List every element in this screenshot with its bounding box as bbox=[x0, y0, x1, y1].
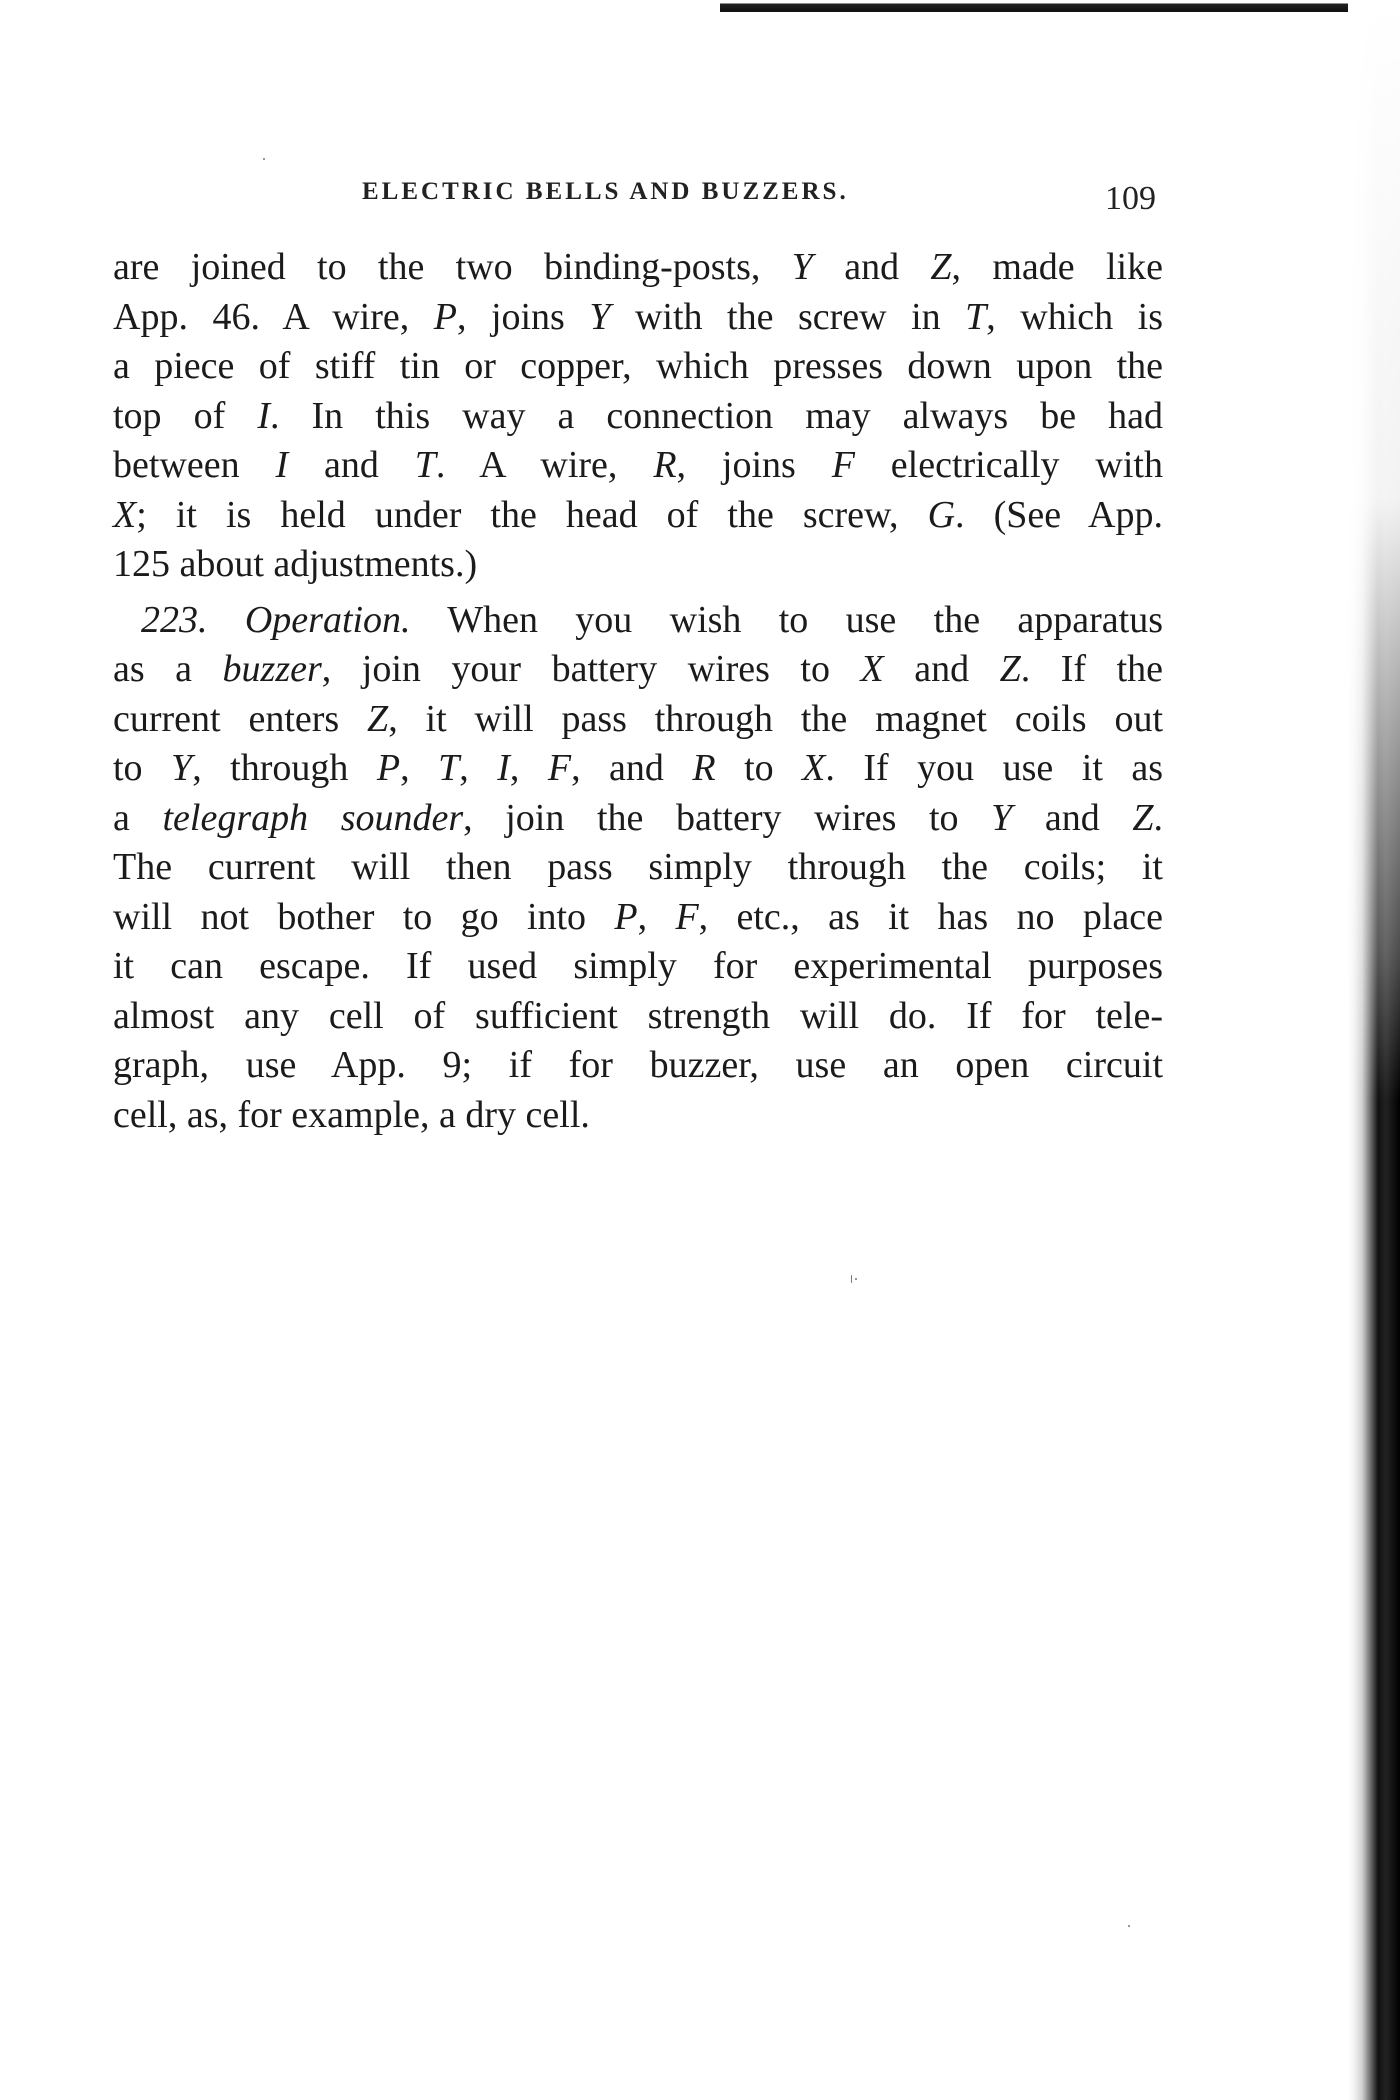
italic-term: Z bbox=[930, 246, 952, 288]
text-run: ; it is held under the head of the screw, bbox=[136, 493, 928, 536]
section-number: 223. bbox=[141, 598, 208, 641]
italic-term: Z bbox=[367, 697, 389, 740]
italic-term: F bbox=[547, 747, 572, 789]
text-run: and bbox=[288, 444, 415, 486]
italic-term: P bbox=[433, 295, 457, 338]
text-line bbox=[113, 441, 1163, 491]
text-run: , made like bbox=[951, 246, 1163, 288]
italic-term: T bbox=[965, 295, 987, 338]
text-run: between bbox=[113, 444, 276, 486]
text-run: The current will then pass simply through the coils; it bbox=[113, 846, 1163, 888]
text-run: cell, as, for example, a dry cell. bbox=[113, 1093, 590, 1136]
text-run: a bbox=[113, 796, 163, 839]
italic-term: Z bbox=[1132, 796, 1154, 839]
text-run: , and bbox=[571, 747, 693, 789]
text-line bbox=[113, 392, 1163, 442]
section-title: Operation. bbox=[244, 598, 411, 641]
text-line bbox=[113, 695, 1163, 745]
italic-term: Y bbox=[589, 295, 611, 338]
text-line bbox=[113, 293, 1163, 343]
italic-term: X bbox=[860, 648, 884, 690]
italic-term: R bbox=[653, 444, 677, 486]
italic-term: Y bbox=[991, 796, 1013, 839]
italic-term: X bbox=[113, 493, 137, 536]
text-run: , etc., as it has no place bbox=[698, 895, 1163, 938]
italic-term: F bbox=[675, 895, 699, 938]
text-run: , join the battery wires to bbox=[463, 796, 992, 839]
text-line bbox=[113, 1041, 1163, 1091]
italic-term: I bbox=[497, 747, 510, 789]
italic-term: buzzer bbox=[222, 648, 322, 690]
text-run: top of bbox=[113, 394, 258, 437]
text-run: , join your battery wires to bbox=[321, 648, 861, 690]
italic-term: R bbox=[692, 747, 716, 789]
text-run: , through bbox=[192, 747, 377, 789]
text-line bbox=[113, 942, 1163, 992]
italic-term: F bbox=[831, 444, 855, 486]
paper-speck bbox=[851, 1275, 852, 1283]
text-run: current enters bbox=[113, 697, 368, 740]
text-run: , joins bbox=[456, 295, 590, 338]
text-run: electrically with bbox=[854, 444, 1163, 486]
paper-speck bbox=[1128, 1925, 1130, 1927]
italic-term: X bbox=[802, 747, 826, 789]
text-run: , joins bbox=[676, 444, 832, 486]
text-run: 125 about adjustments.) bbox=[113, 543, 478, 585]
text-run: . A wire, bbox=[435, 444, 654, 486]
text-run: are joined to the two binding-posts, bbox=[113, 246, 792, 288]
text-line bbox=[113, 843, 1163, 893]
italic-term: I bbox=[257, 394, 270, 437]
top-page-edge-rule bbox=[720, 0, 1400, 12]
text-run: almost any cell of sufficient strength will do. If for tele- bbox=[113, 994, 1163, 1037]
text-run: . In this way a connection may always be had bbox=[269, 394, 1164, 437]
text-line bbox=[113, 342, 1163, 392]
italic-term: I bbox=[275, 444, 289, 486]
text-run: , bbox=[459, 747, 498, 789]
italic-term: T bbox=[414, 444, 436, 486]
text-run: . (See App. bbox=[955, 493, 1163, 536]
text-run: , it will pass through the magnet coils out bbox=[388, 697, 1163, 740]
text-run: it can escape. If used simply for experimental purposes bbox=[113, 945, 1163, 987]
text-run: , bbox=[509, 747, 548, 789]
text-run: to bbox=[715, 747, 803, 789]
text-run: and bbox=[812, 246, 931, 288]
italic-term: Y bbox=[171, 747, 193, 789]
italic-term: Y bbox=[791, 246, 813, 288]
text-run: will not bother to go into bbox=[113, 895, 615, 938]
italic-term: Z bbox=[999, 648, 1021, 690]
italic-term: P bbox=[614, 895, 638, 938]
paper-speck bbox=[855, 1278, 857, 1280]
text-run: . If the bbox=[1020, 648, 1163, 690]
text-run: . If you use it as bbox=[825, 747, 1164, 789]
body-text bbox=[113, 243, 1163, 1140]
text-run: When you wish to use the apparatus bbox=[447, 598, 1163, 641]
page-number: 109 bbox=[1105, 180, 1156, 217]
paper-speck bbox=[263, 158, 265, 160]
text-run: , bbox=[637, 895, 676, 938]
paragraph-2-operation bbox=[113, 596, 1163, 1141]
text-line bbox=[113, 1091, 1163, 1141]
text-run: graph, use App. 9; if for buzzer, use an open circuit bbox=[113, 1044, 1163, 1086]
text-line bbox=[113, 645, 1163, 695]
right-page-binding-fade bbox=[1348, 0, 1400, 1100]
text-run: , which is bbox=[986, 295, 1163, 338]
text-run: to bbox=[113, 747, 172, 789]
text-line bbox=[113, 893, 1163, 943]
text-run: App. 46. A wire, bbox=[113, 295, 434, 338]
text-line bbox=[113, 243, 1163, 293]
text-run: and bbox=[883, 648, 1000, 690]
text-line bbox=[113, 491, 1163, 541]
text-run: , bbox=[400, 747, 439, 789]
text-run: . bbox=[1153, 796, 1163, 839]
text-run: and bbox=[1012, 796, 1133, 839]
italic-term: G bbox=[927, 493, 956, 536]
text-line bbox=[113, 596, 1163, 646]
text-run: a piece of stiff tin or copper, which presses down upon the bbox=[113, 345, 1163, 387]
paragraph-1 bbox=[113, 243, 1163, 590]
text-line bbox=[113, 992, 1163, 1042]
text-run: with the screw in bbox=[610, 295, 966, 338]
text-line bbox=[113, 540, 1163, 590]
running-head: ELECTRIC BELLS AND BUZZERS. bbox=[362, 178, 849, 205]
italic-term: T bbox=[438, 747, 460, 789]
text-run: as a bbox=[113, 648, 223, 690]
text-line bbox=[113, 794, 1163, 844]
text-line bbox=[113, 744, 1163, 794]
italic-term: telegraph sounder bbox=[162, 796, 464, 839]
italic-term: P bbox=[376, 747, 401, 789]
